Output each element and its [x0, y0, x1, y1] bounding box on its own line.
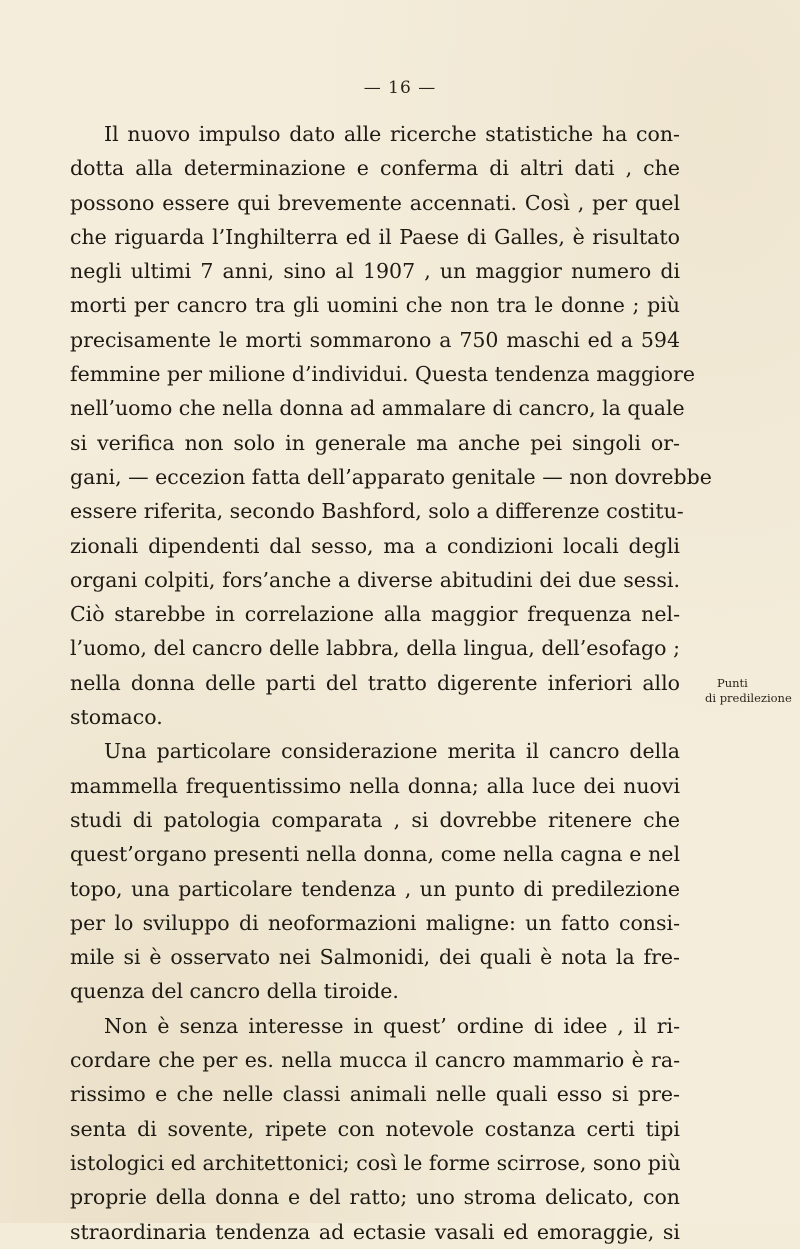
text-line: possono essere qui brevemente accennati. Così , per quel [70, 190, 680, 215]
body-text [70, 117, 712, 1249]
text-line: quest’organo presenti nella donna, come nella cagna e nel [70, 842, 680, 867]
text-line: stomaco. [70, 705, 163, 730]
text-line: negli ultimi 7 anni, sino al 1907 , un maggior numero di [70, 259, 680, 284]
text-line: femmine per milione d’individui. Questa tendenza maggiore [70, 362, 695, 387]
marginal-note-line: di predilezione [705, 691, 792, 705]
text-line: dotta alla determinazione e conferma di altri dati , che [70, 156, 680, 181]
text-line: organi colpiti, fors’anche a diverse abitudini dei due sessi. [70, 567, 680, 592]
text-line: si verifica non solo in generale ma anche pei singoli or- [70, 430, 680, 455]
text-line: istologici ed architettonici; così le forme scirrose, sono più [70, 1150, 681, 1175]
text-line: Non è senza interesse in quest’ ordine di idee , il ri- [104, 1013, 680, 1038]
marginal-note [705, 676, 795, 706]
text-line: essere riferita, secondo Bashford, solo a differenze costitu- [70, 499, 684, 524]
text-line: straordinaria tendenza ad ectasie vasali ed emoraggie, si [70, 1219, 680, 1244]
text-line: morti per cancro tra gli uomini che non tra le donne ; più [70, 293, 680, 318]
text-line: studi di patologia comparata , si dovrebbe ritenere che [70, 807, 680, 832]
text-line: cordare che per es. nella mucca il cancro mammario è ra- [70, 1048, 680, 1073]
text-line: Una particolare considerazione merita il cancro della [104, 739, 680, 764]
text-line: topo, una particolare tendenza , un punto di predilezione [70, 876, 680, 901]
text-line: mammella frequentissimo nella donna; alla luce dei nuovi [70, 773, 680, 798]
text-line: Il nuovo impulso dato alle ricerche statistiche ha con- [104, 122, 680, 146]
marginal-note-line: Punti [717, 676, 748, 690]
text-line: proprie della donna e del ratto; uno stroma delicato, con [70, 1185, 680, 1210]
text-line: quenza del cancro della tiroide. [70, 979, 399, 1004]
text-line: zionali dipendenti dal sesso, ma a condizioni locali degli [70, 533, 680, 558]
text-line: che riguarda l’Inghilterra ed il Paese di Galles, è risultato [70, 224, 680, 249]
text-line: Ciò starebbe in correlazione alla maggior frequenza nel- [70, 602, 680, 627]
text-line: nell’uomo che nella donna ad ammalare di cancro, la quale [70, 396, 685, 421]
text-line: l’uomo, del cancro delle labbra, della lingua, dell’esofago ; [70, 636, 680, 661]
text-line: nella donna delle parti del tratto digerente inferiori allo [70, 670, 680, 695]
text-line: precisamente le morti sommarono a 750 maschi ed a 594 [70, 327, 680, 352]
text-line: gani, — eccezion fatta dell’apparato genitale — non dovrebbe [70, 464, 712, 489]
page-number: — 16 — [363, 78, 437, 98]
text-line: senta di sovente, ripete con notevole costanza certi tipi [70, 1116, 680, 1141]
text-line: rissimo e che nelle classi animali nelle quali esso si pre- [70, 1082, 680, 1107]
text-line: per lo sviluppo di neoformazioni maligne: un fatto consi- [70, 910, 680, 935]
text-line: mile si è osservato nei Salmonidi, dei quali è nota la fre- [70, 945, 680, 970]
